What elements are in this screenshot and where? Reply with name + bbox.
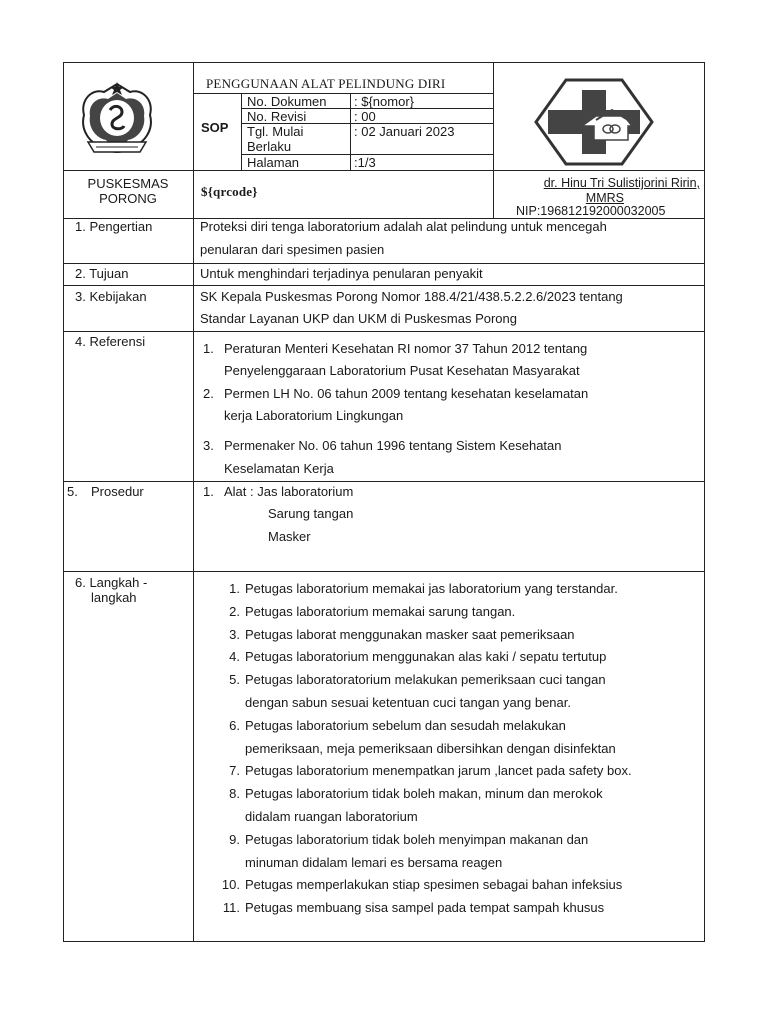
step-text-continued: pemeriksaan, meja pemeriksaan dibersihkan dengan disinfektan (245, 740, 616, 756)
qrcode-placeholder: ${qrcode} (201, 184, 258, 199)
prosedur-sub-item: Masker (268, 529, 311, 544)
step-text-continued: dengan sabun sesuai ketentuan cuci tangan yang benar. (245, 695, 571, 710)
referensi-item-2: kerja Laboratorium Lingkungan (224, 408, 404, 423)
step-number: 7. (229, 763, 240, 779)
pengertian-text-2: penularan dari spesimen pasien (200, 242, 385, 257)
row-divider (63, 331, 705, 332)
meta-label-effective-date-2: Berlaku (247, 139, 292, 154)
step-number: 10. (221, 877, 240, 893)
step-number: 2. (229, 603, 240, 619)
step-text: Petugas memperlakukan stiap spesimen sebagai bahan infeksius (245, 877, 623, 893)
step-text: Petugas laboratorium menggunakan alas kaki / sepatu tertutup (245, 649, 607, 665)
signer-name-line2 (500, 191, 624, 205)
step-text: Petugas laboratorium tidak boleh makan, minum dan merokok (245, 786, 603, 802)
step-text-continued: didalam ruangan laboratorium (245, 809, 418, 824)
step-number: 6. (229, 717, 240, 733)
section-label-langkah-2: langkah (91, 590, 137, 605)
step-text: Petugas laboratorium memakai sarung tangan. (245, 603, 516, 619)
step-number: 5. (229, 672, 240, 688)
row-divider (63, 170, 705, 171)
signer-degree: MMRS (585, 191, 624, 205)
section-label-prosedur: Prosedur (91, 484, 144, 499)
referensi-item: Permen LH No. 06 tahun 2009 tentang kesehatan keselamatan (224, 386, 589, 401)
signer-nip: NIP:196812192000032005 (516, 204, 666, 218)
org-name: PUSKESMAS (87, 176, 169, 191)
signer-name (500, 176, 700, 190)
step-text: Petugas laboratoratorium melakukan pemeriksaan cuci tangan (245, 672, 606, 688)
step-text: Petugas laboratorium menempatkan jarum ,lancet pada safety box. (245, 763, 632, 779)
org-name-2: PORONG (99, 191, 157, 206)
section-label-kebijakan: 3. Kebijakan (75, 289, 147, 304)
section-label-prosedur-num: 5. (67, 484, 78, 499)
step-text: Petugas laboratorium sebelum dan sesudah melakukan (245, 717, 566, 733)
row-divider (63, 571, 705, 572)
referensi-num: 1. (203, 341, 214, 356)
meta-value-page: :1/3 (354, 155, 376, 170)
step-text: Petugas membuang sisa sampel pada tempat sampah khusus (245, 900, 605, 916)
meta-value-effective-date: : 02 Januari 2023 (354, 124, 455, 139)
prosedur-item: Alat : Jas laboratorium (224, 484, 354, 499)
meta-label-document-number: No. Dokumen (247, 94, 327, 109)
referensi-item: Permenaker No. 06 tahun 1996 tentang Sistem Kesehatan (224, 438, 562, 453)
section-label-pengertian: 1. Pengertian (75, 219, 153, 234)
step-number: 11. (222, 900, 240, 916)
prosedur-sub-item: Sarung tangan (268, 506, 354, 521)
row-divider (63, 263, 705, 264)
meta-label-revision: No. Revisi (247, 109, 307, 124)
kebijakan-text-2: Standar Layanan UKP dan UKM di Puskesmas Porong (200, 311, 517, 326)
step-text: Petugas laboratorium memakai jas laboratorium yang terstandar. (245, 581, 618, 596)
col-divider (493, 62, 494, 218)
step-number: 4. (229, 649, 240, 665)
col-divider (350, 93, 351, 170)
puskesmas-logo (534, 78, 654, 166)
col-divider (193, 62, 194, 942)
step-number: 9. (229, 831, 240, 847)
row-divider (63, 481, 705, 482)
step-number: 1. (229, 581, 240, 596)
kebijakan-text: SK Kepala Puskesmas Porong Nomor 188.4/21/438.5.2.2.6/2023 tentang (200, 289, 623, 304)
referensi-num: 2. (203, 386, 214, 401)
step-text: Petugas laborat menggunakan masker saat pemeriksaan (245, 626, 575, 642)
section-label-tujuan: 2. Tujuan (75, 266, 129, 281)
step-number: 3. (229, 626, 240, 642)
section-label-langkah: 6. Langkah - (75, 575, 148, 590)
referensi-num: 3. (203, 438, 214, 453)
signer-name-line1: dr. Hinu Tri Sulistijorini Ririn, (543, 176, 700, 190)
referensi-item-2: Keselamatan Kerja (224, 461, 334, 476)
referensi-item: Peraturan Menteri Kesehatan RI nomor 37 Tahun 2012 tentang (224, 341, 588, 356)
step-text-continued: minuman didalam lemari es bersama reagen (245, 854, 503, 870)
document-title: PENGGUNAAN ALAT PELINDUNG DIRI (206, 76, 446, 91)
row-divider (63, 285, 705, 286)
sop-label: SOP (201, 120, 229, 135)
meta-label-effective-date: Tgl. Mulai (247, 124, 304, 139)
regency-emblem-logo (74, 80, 160, 160)
prosedur-num: 1. (203, 484, 214, 499)
meta-label-page: Halaman (247, 155, 300, 170)
meta-value-document-number: : ${nomor} (354, 94, 414, 109)
meta-value-revision: : 00 (354, 109, 376, 124)
step-text: Petugas laboratorium tidak boleh menyimpan makanan dan (245, 831, 589, 847)
col-divider (241, 93, 242, 170)
referensi-item-2: Penyelenggaraan Laboratorium Pusat Kesehatan Masyarakat (224, 363, 580, 378)
step-number: 8. (229, 786, 240, 802)
row-divider (193, 93, 493, 94)
pengertian-text: Proteksi diri tenga laboratorium adalah alat pelindung untuk mencegah (200, 219, 607, 234)
tujuan-text: Untuk menghindari terjadinya penularan penyakit (200, 266, 483, 281)
section-label-referensi: 4. Referensi (75, 334, 146, 349)
